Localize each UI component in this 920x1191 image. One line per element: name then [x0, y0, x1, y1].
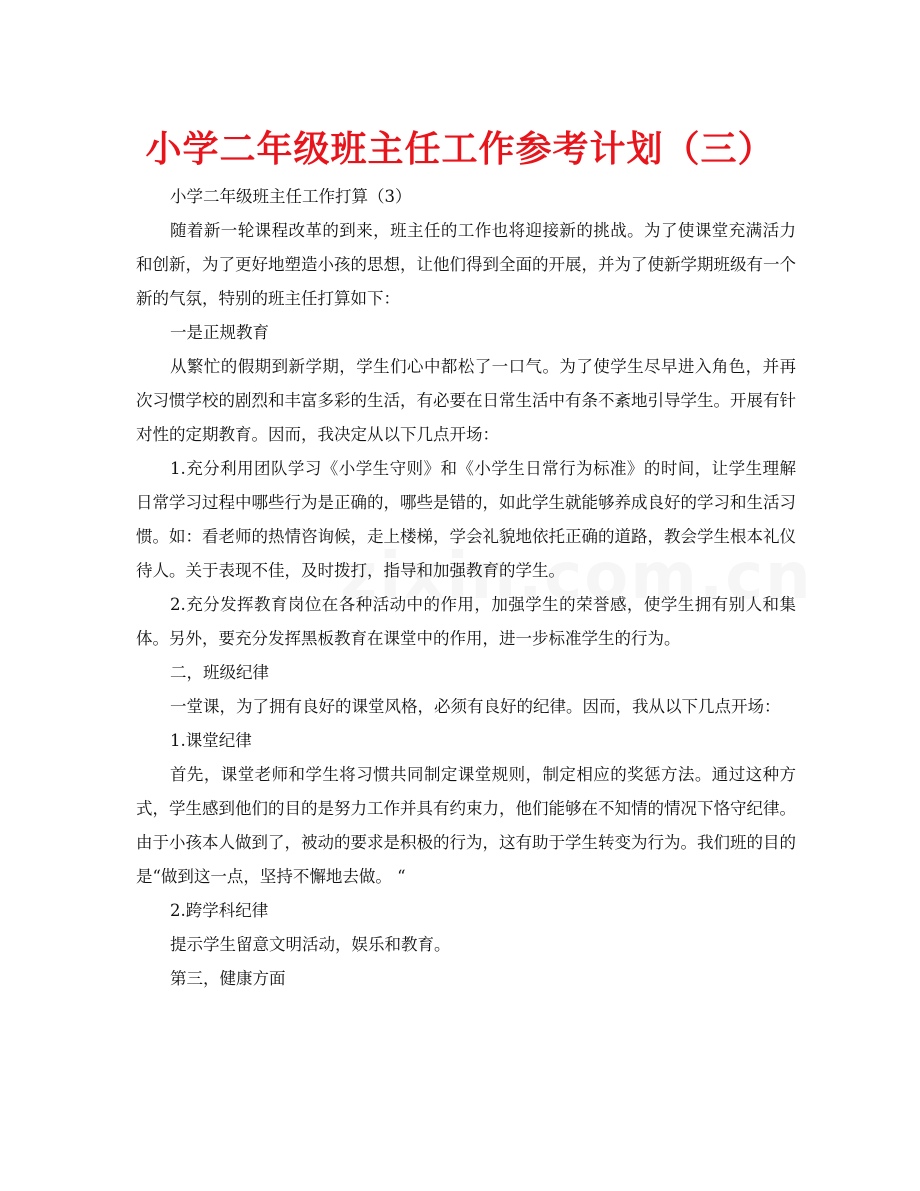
section-heading-3: 第三，健康方面 — [170, 969, 286, 988]
paragraph: 首先，课堂老师和学生将习惯共同制定课堂规则，制定相应的奖惩方法。通过这种方式，学生感到他们的目的是努力工作并具有约束力，他们能够在不知情的情况下恪守纪律。由于小孩本人做到了，被动的要求是积极的行为，这有助于学生转变为行为。我们班的目的是“做到这一点，坚持不懈地去做。 “ — [136, 765, 796, 886]
section-heading-1: 一是正规教育 — [170, 323, 269, 342]
paragraph: 一堂课，为了拥有良好的课堂风格，必须有良好的纪律。因而，我从以下几点开场： — [170, 697, 781, 716]
document-title: 小学二年级班主任工作参考计划（三） — [145, 129, 775, 170]
list-item: 1.充分利用团队学习《小学生守则》和《小学生日常行为标准》的时间，让学生理解日常学习过程中哪些行为是正确的，哪些是错的，如此学生就能够养成良好的学习和生活习惯。如：看老师的热情咨询候，走上楼梯，学会礼貌地依托正确的道路，教会学生根本礼仪待人。关于表现不佳，及时拨打，指导和加强教育的学生。 — [136, 459, 796, 580]
document-body — [136, 180, 796, 996]
subtitle-paragraph: 小学二年级班主任工作打算（3） — [170, 187, 412, 206]
intro-paragraph: 随着新一轮课程改革的到来，班主任的工作也将迎接新的挑战。为了使课堂充满活力和创新，为了更好地塑造小孩的思想，让他们得到全面的开展，并为了使新学期班级有一个新的气氛，特别的班主任打算如下： — [136, 221, 796, 308]
section-heading-2: 二，班级纪律 — [170, 663, 269, 682]
list-item: 2.充分发挥教育岗位在各种活动中的作用，加强学生的荣誉感，使学生拥有别人和集体。另外，要充分发挥黑板教育在课堂中的作用，进一步标准学生的行为。 — [136, 595, 796, 648]
subheading: 2.跨学科纪律 — [170, 901, 269, 920]
subheading: 1.课堂纪律 — [170, 731, 252, 750]
paragraph: 从繁忙的假期到新学期，学生们心中都松了一口气。为了使学生尽早进入角色，并再次习惯学校的剧烈和丰富多彩的生活，有必要在日常生活中有条不紊地引导学生。开展有针对性的定期教育。因而，我决定从以下几点开场： — [136, 357, 796, 444]
paragraph: 提示学生留意文明活动，娱乐和教育。 — [170, 935, 451, 954]
